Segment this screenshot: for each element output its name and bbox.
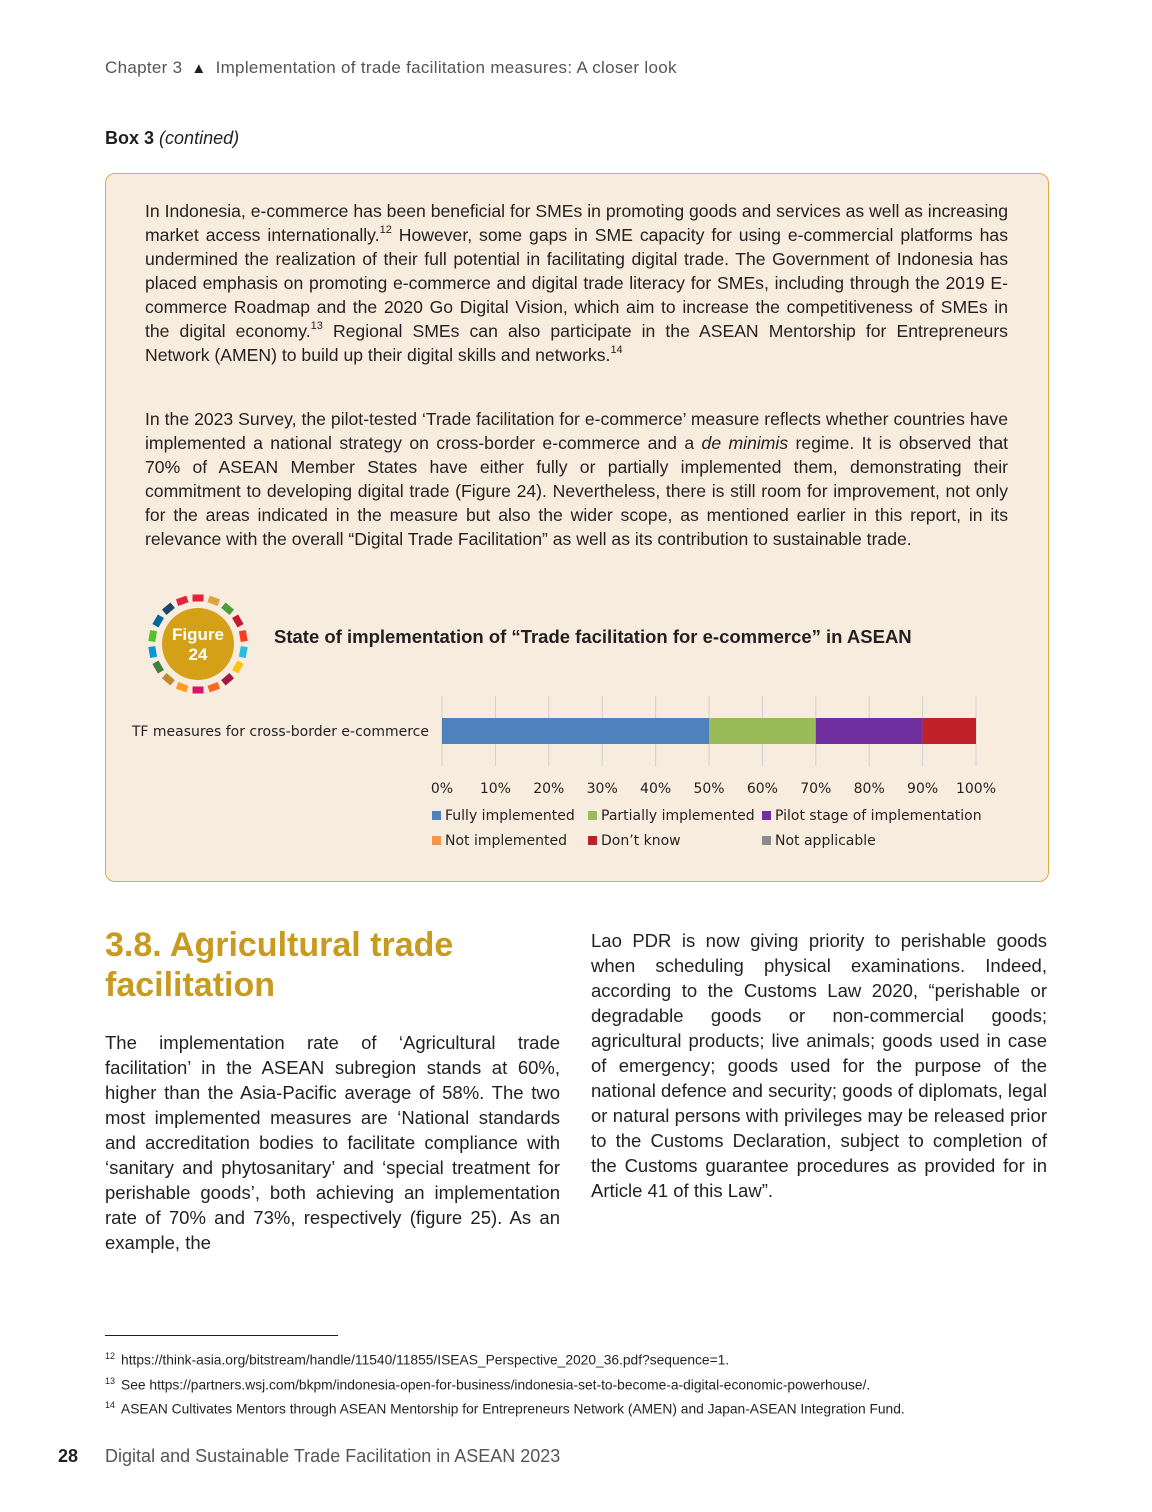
legend-item [588, 833, 681, 849]
figure-title: State of implementation of “Trade facilitation for e-commerce” in ASEAN [274, 626, 912, 647]
legend-swatch [762, 836, 771, 845]
x-tick-label: 30% [586, 781, 618, 797]
badge-ring-segment [221, 603, 234, 615]
box-number: Box 3 [105, 128, 155, 148]
page-footer [58, 1446, 560, 1467]
legend-item [432, 833, 567, 849]
badge-ring-segment [193, 595, 204, 602]
legend-item [762, 833, 876, 849]
footnote-13: $^{13}$ See https://partners.wsj.com/bkpm/indonesia-open-for-business/indonesia-set-to-become-a-digital-economic-powerhouse/. [105, 1375, 871, 1393]
box-paragraph-2: In the 2023 Survey, the pilot-tested ‘Trade facilitation for e-commerce’ measure reflects whether countries have implemented a national strategy on cross-border e-commerce and a de minimis regime. It is observed that 70% of ASEAN Member States have either fully or partially implemented them, demonstrating their commitment to developing digital trade (Figure 24). Nevertheless, there is still room for improvement, not only for the areas indicated in the measure but also the wider scope, as mentioned earlier in this report, in its relevance with the overall “Digital Trade Facilitation” as well as its contribution to sustainable trade. [145, 409, 1009, 549]
x-tick-label: 0% [430, 781, 454, 797]
badge-ring-segment [239, 646, 248, 658]
badge-ring-segment [232, 614, 244, 627]
legend-item [432, 808, 575, 824]
badge-ring-segment [232, 660, 244, 673]
badge-ring-segment [176, 596, 189, 606]
badge-ring-segment [162, 603, 175, 615]
legend-label: Pilot stage of implementation [775, 808, 982, 824]
footnotes [105, 1346, 1065, 1420]
x-tick-label: 20% [533, 781, 565, 797]
bar-segment [816, 718, 923, 744]
badge-ring-segment [148, 630, 157, 642]
badge-word: Figure [172, 625, 224, 644]
legend-label: Not applicable [775, 833, 876, 849]
legend-label: Fully implemented [445, 808, 575, 824]
stacked-bar-chart [106, 674, 1050, 874]
legend-label: Not implemented [445, 833, 568, 849]
body-left-column: The implementation rate of ‘Agricultural trade facilitation’ in the ASEAN subregion stands at 60%, higher than the Asia-Pacific average of 58%. The two most implemented measures are ‘National standards and accreditation bodies to facilitate compliance with ‘sanitary and phytosanitary’ and ‘special treatment for perishable goods’, both achieving an implementation rate of 70% and 73%, respectively (figure 25). As an example, the [105, 1032, 560, 1253]
legend-swatch [432, 836, 441, 845]
bar-segment [442, 718, 709, 744]
body-right-column: Lao PDR is now giving priority to perishable goods when scheduling physical examinations. Indeed, according to the Customs Law 2020, “perishable or degradable goods or non-commercial goods; agricultural products; live animals; goods used in case of emergency; goods used for the purpose of the national defence and security; goods of diplomats, legal or natural persons with privileges may be released prior to the Customs Declaration, subject to completion of the Customs guarantee procedures as provided for in Article 41 of this Law”. [591, 930, 1047, 1201]
badge-ring-segment [207, 596, 220, 606]
x-tick-label: 80% [853, 781, 885, 797]
x-tick-label: 90% [907, 781, 939, 797]
running-header [105, 58, 677, 78]
badge-number: 24 [188, 645, 208, 664]
footnote-ref-12[interactable]: 12 [379, 224, 392, 237]
box-paragraph-1: In Indonesia, e-commerce has been beneficial for SMEs in promoting goods and services as well as increasing market access internationally.$^{12}$ However, some gaps in SME capacity for using e-commercial platforms has undermined the realization of their full potential in facilitating digital trade. The Government of Indonesia has placed emphasis on promoting e-commerce and digital trade literacy for SMEs, including through the 2019 E-commerce Roadmap and the 2020 Go Digital Vision, which aim to increase the competitiveness of SMEs in the digital economy.$^{13}$ Regional SMEs can also participate in the ASEAN Mentorship for Entrepreneurs Network (AMEN) to build up their digital skills and networks.$^{14}$ [145, 201, 1009, 365]
category-label: TF measures for cross-border e-commerce [131, 724, 429, 740]
badge-ring-segment [152, 660, 164, 673]
x-tick-label: 60% [746, 781, 778, 797]
legend-swatch [588, 811, 597, 820]
footnote-ref-14[interactable]: 14 [610, 344, 623, 357]
chart-svg [106, 674, 1050, 874]
x-tick-label: 40% [640, 781, 672, 797]
triangle-separator-icon: ▲ [191, 60, 207, 77]
badge-circle [162, 608, 234, 680]
x-tick-label: 10% [479, 781, 511, 797]
chapter-title: Implementation of trade facilitation measures: A closer look [215, 58, 677, 77]
box-note: (contined) [159, 128, 240, 148]
legend-label: Partially implemented [601, 808, 755, 824]
section-heading: 3.8. Agricultural trade facilitation [105, 926, 454, 1004]
footnote-rule [105, 1335, 338, 1336]
legend-item [588, 808, 755, 824]
bar-segment [709, 718, 816, 744]
x-tick-label: 50% [693, 781, 725, 797]
x-tick-label: 70% [800, 781, 832, 797]
x-tick-label: 100% [955, 781, 997, 797]
legend-label: Don’t know [601, 833, 681, 849]
page-number: 28 [58, 1446, 79, 1466]
legend-item [762, 808, 982, 824]
box-panel [105, 173, 1049, 882]
badge-ring-segment [152, 614, 164, 627]
footnote-14: $^{14}$ ASEAN Cultivates Mentors through ASEAN Mentorship for Entrepreneurs Network (AMEN) and Japan-ASEAN Integration Fund. [105, 1400, 905, 1417]
badge-ring-segment [148, 646, 157, 658]
publication-title: Digital and Sustainable Trade Facilitation in ASEAN 2023 [105, 1446, 561, 1466]
box-label [105, 128, 239, 149]
legend-swatch [762, 811, 771, 820]
badge-ring-segment [239, 630, 248, 642]
bar-segment [923, 718, 976, 744]
footnote-12: $^{12}$ https://think-asia.org/bitstream/handle/11540/11855/ISEAS_Perspective_2020_36.pdf?sequence=1. [105, 1351, 730, 1368]
legend-swatch [588, 836, 597, 845]
chapter-label: Chapter 3 [105, 58, 183, 77]
footnote-ref-13[interactable]: 13 [310, 320, 323, 333]
legend-swatch [432, 811, 441, 820]
